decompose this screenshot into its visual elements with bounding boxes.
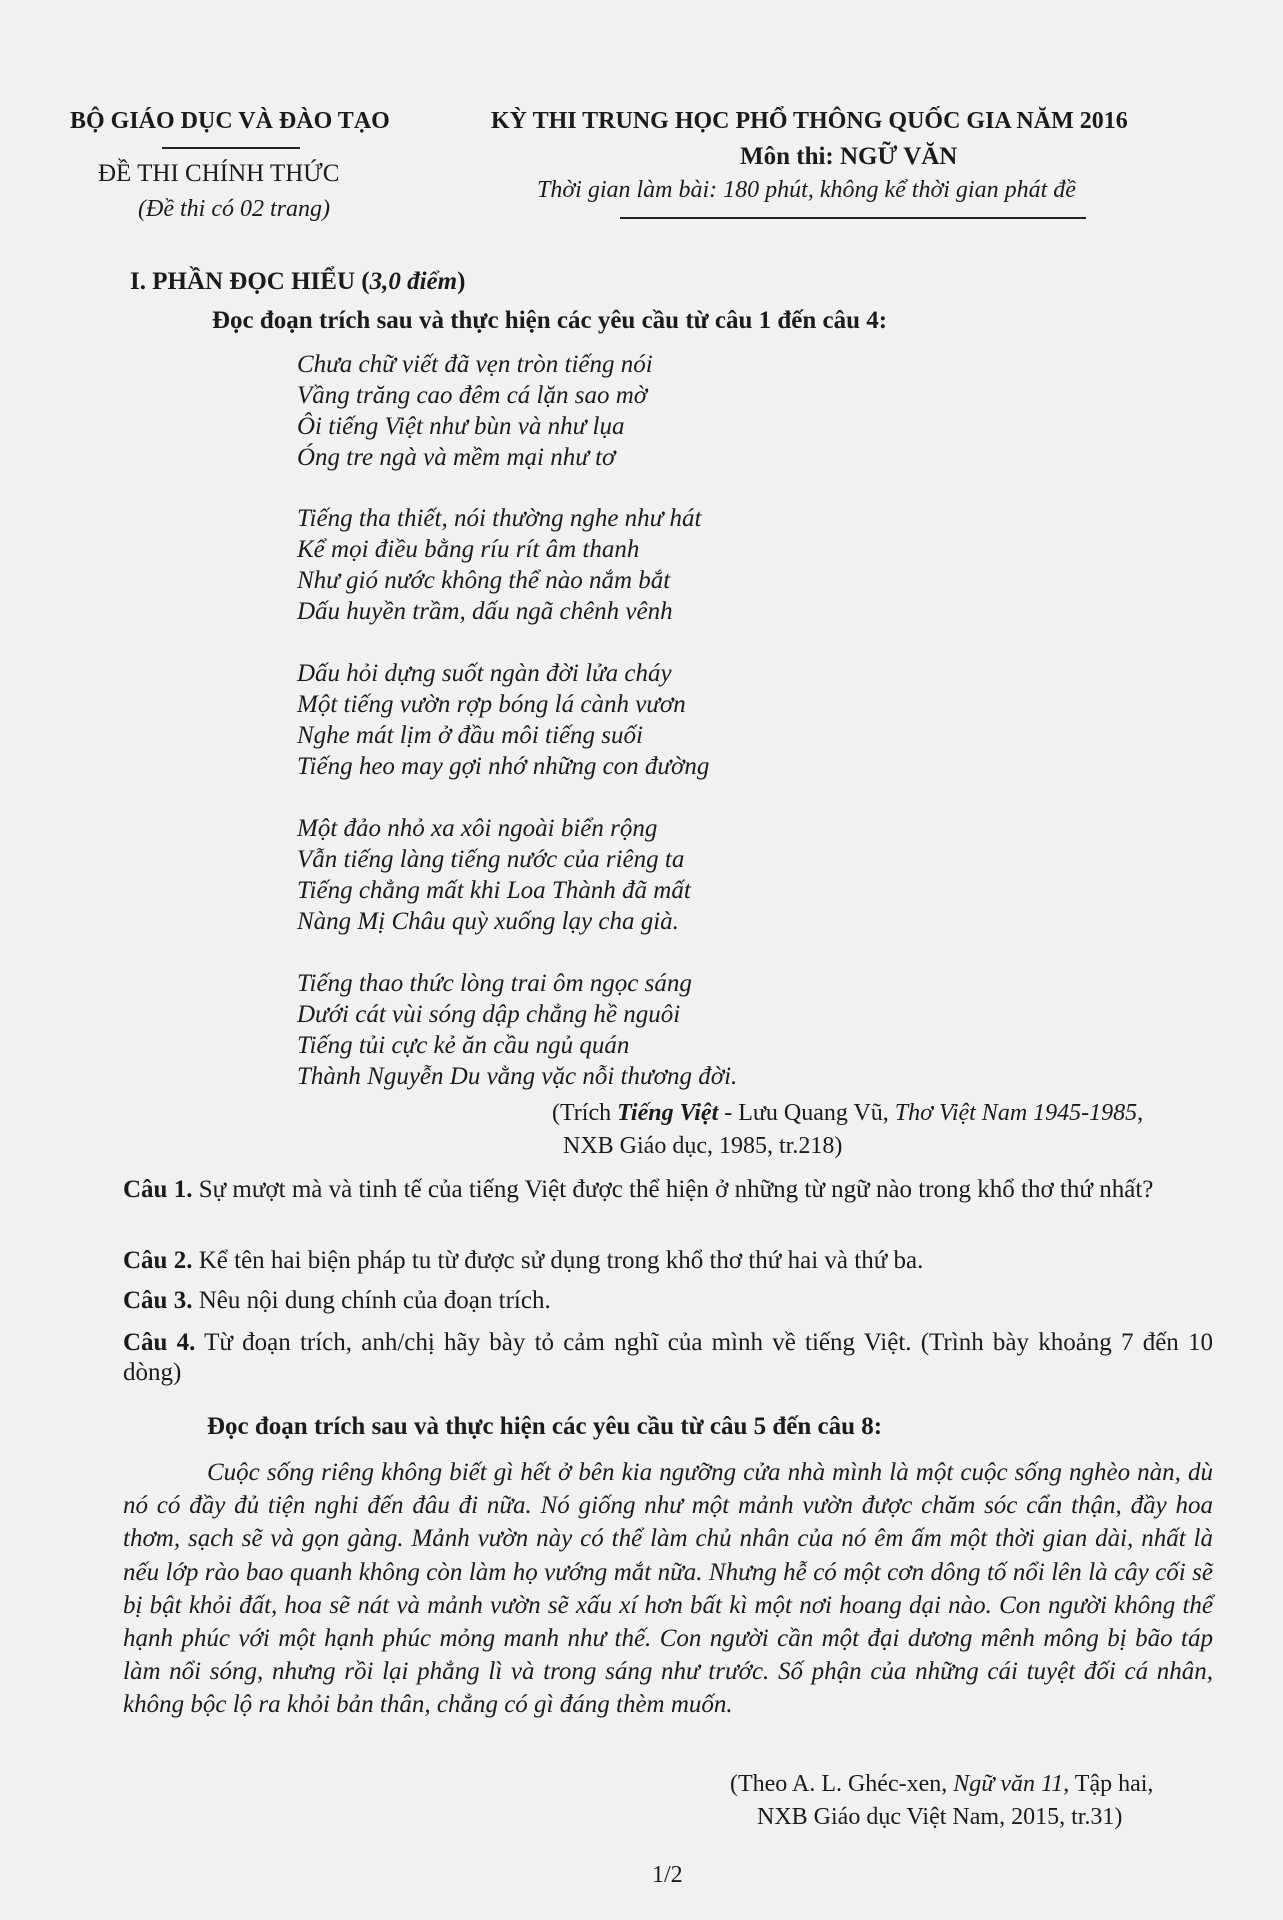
poem-line: Ôi tiếng Việt như bùn và như lụa (297, 413, 625, 440)
citation-work: Tiếng Việt (617, 1100, 719, 1126)
time-underline (620, 217, 1086, 219)
poem-line: Thành Nguyễn Du vằng vặc nỗi thương đời. (297, 1063, 738, 1090)
poem-line: Óng tre ngà và mềm mại như tơ (297, 444, 616, 471)
poem-line: Chưa chữ viết đã vẹn tròn tiếng nói (297, 351, 653, 378)
poem-line: Một đảo nhỏ xa xôi ngoài biển rộng (297, 815, 658, 842)
poem-line: Dấu huyền trầm, dấu ngã chênh vênh (297, 598, 673, 625)
section-title-close: ) (457, 268, 466, 295)
question-label: Câu 2. (123, 1247, 193, 1274)
citation-1 (552, 1100, 1143, 1127)
poem-line: Tiếng tủi cực kẻ ăn cầu ngủ quán (297, 1032, 630, 1059)
poem-line: Dưới cát vùi sóng dập chẳng hề nguôi (297, 1001, 681, 1028)
question-label: Câu 4. (123, 1329, 196, 1356)
poem-line: Một tiếng vườn rợp bóng lá cành vươn (297, 691, 686, 718)
poem-line: Vẫn tiếng làng tiếng nước của riêng ta (297, 846, 685, 873)
poem-line: Dấu hỏi dựng suốt ngàn đời lửa cháy (297, 660, 672, 687)
poem-line: Kể mọi điều bằng ríu rít âm thanh (297, 536, 640, 563)
question-label: Câu 3. (123, 1287, 193, 1314)
prose-passage: Cuộc sống riêng không biết gì hết ở bên kia ngưỡng cửa nhà mình là một cuộc sống nghèo nàn, dù nó có đầy đủ tiện nghi đến đâu đi nữa. Nó giống như một mảnh vườn được chăm sóc cẩn thận, đầy hoa thơm, sạch sẽ và gọn gàng. Mảnh vườn này có thể làm chủ nhân của nó êm ấm một thời gian dài, nhất là nếu lớp rào bao quanh không còn làm họ vướng mắt nữa. Nhưng hễ có một cơn dông tố nổi lên là cây cối sẽ bị bật khỏi đất, hoa sẽ nát và mảnh vườn sẽ xấu xí hơn bất kì một nơi hoang dại nào. Con người không thể hạnh phúc với một hạnh phúc mỏng manh như thế. Con người cần một đại dương mênh mông bị bão táp làm nổi sóng, nhưng rồi lại phẳng lì và trong sáng như trước. Số phận của những cái tuyệt đối cá nhân, không bộc lộ ra khỏi bản thân, chẳng có gì đáng thèm muốn. (123, 1459, 1213, 1719)
question-text: Sự mượt mà và tinh tế của tiếng Việt được thể hiện ở những từ ngữ nào trong khổ thơ thứ nhất? (192, 1176, 1154, 1203)
instruction-1: Đọc đoạn trích sau và thực hiện các yêu cầu từ câu 1 đến câu 4: (212, 307, 888, 334)
question-text: Nêu nội dung chính của đoạn trích. (192, 1287, 551, 1314)
question-3 (123, 1286, 1213, 1316)
official-label: ĐỀ THI CHÍNH THỨC (98, 160, 340, 187)
question-label: Câu 1. (123, 1176, 193, 1203)
section-points: 3,0 điểm (369, 268, 458, 295)
poem-line: Như gió nước không thể nào nắm bắt (297, 567, 671, 594)
citation-open: (Theo A. L. Ghéc-xen, (730, 1771, 954, 1797)
citation-rest: , Tập hai, (1063, 1771, 1154, 1797)
page-number: 1/2 (652, 1862, 683, 1888)
citation-open: (Trích (552, 1100, 618, 1126)
question-4 (123, 1328, 1213, 1388)
poem-line: Nghe mát lịm ở đầu môi tiếng suối (297, 722, 643, 749)
poem-line: Vầng trăng cao đêm cá lặn sao mờ (297, 382, 648, 409)
poem-line: Tiếng thao thức lòng trai ôm ngọc sáng (297, 970, 692, 997)
ministry-name: BỘ GIÁO DỤC VÀ ĐÀO TẠO (70, 108, 390, 134)
question-text: Kể tên hai biện pháp tu từ được sử dụng trong khổ thơ thứ hai và thứ ba. (192, 1247, 924, 1274)
citation-close: , (1137, 1100, 1144, 1126)
pages-note: (Đề thi có 02 trang) (138, 196, 330, 222)
section-title-text: I. PHẦN ĐỌC HIỂU ( (130, 268, 370, 295)
poem-line: Tiếng heo may gợi nhớ những con đường (297, 753, 710, 780)
citation-1-publisher: NXB Giáo dục, 1985, tr.218) (563, 1133, 843, 1159)
citation-author: - Lưu Quang Vũ, (718, 1100, 895, 1126)
poem-line: Nàng Mị Châu quỳ xuống lạy cha già. (297, 908, 679, 935)
citation-anthology: Thơ Việt Nam 1945-1985 (894, 1100, 1138, 1126)
exam-title: KỲ THI TRUNG HỌC PHỔ THÔNG QUỐC GIA NĂM 2016 (491, 108, 1128, 134)
question-2 (123, 1246, 1213, 1276)
citation-2 (730, 1771, 1153, 1798)
citation-2-publisher: NXB Giáo dục Việt Nam, 2015, tr.31) (757, 1804, 1123, 1830)
subject-label: Môn thi: NGỮ VĂN (740, 143, 958, 170)
question-text: Từ đoạn trích, anh/chị hãy bày tỏ cảm nghĩ của mình về tiếng Việt. (Trình bày khoảng 7 đến 10 dòng) (123, 1329, 1213, 1386)
question-1 (123, 1175, 1213, 1205)
citation-book: Ngữ văn 11 (953, 1771, 1064, 1797)
section-title (130, 268, 465, 296)
ministry-underline (162, 147, 300, 149)
time-note: Thời gian làm bài: 180 phút, không kể thời gian phát đề (537, 177, 1076, 203)
poem-line: Tiếng chẳng mất khi Loa Thành đã mất (297, 877, 691, 904)
instruction-2: Đọc đoạn trích sau và thực hiện các yêu cầu từ câu 5 đến câu 8: (207, 1413, 883, 1440)
poem-line: Tiếng tha thiết, nói thường nghe như hát (297, 505, 702, 532)
